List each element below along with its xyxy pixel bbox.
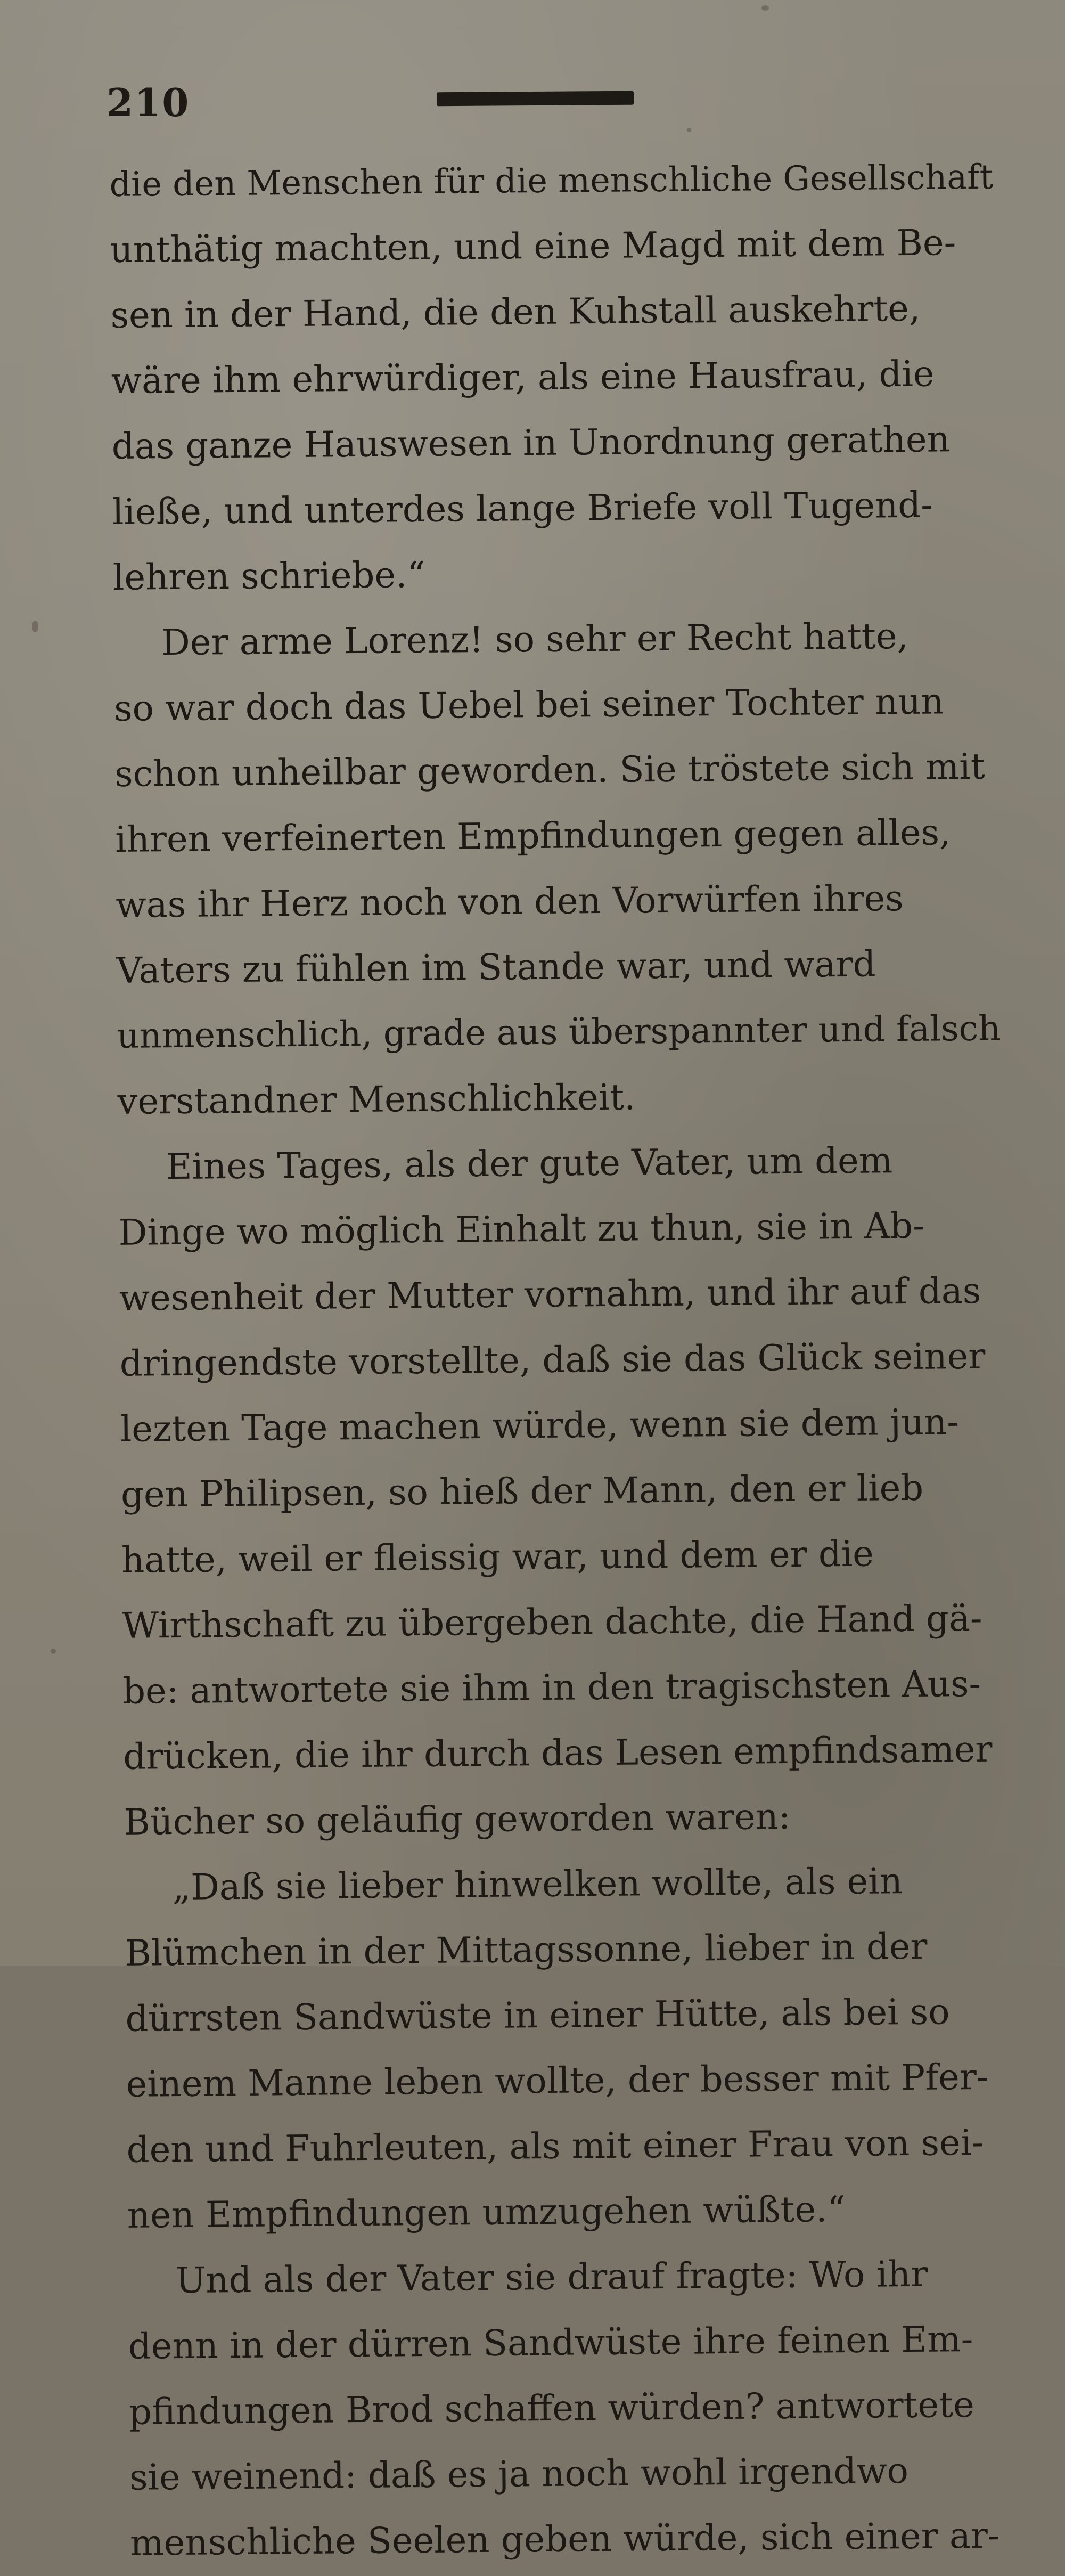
- text-line: das ganze Hauswesen in Unordnung gerathen: [111, 418, 951, 467]
- text-line: die den Menschen für die menschliche Gesellschaft: [109, 157, 994, 204]
- text-line: dringendste vorstellte, daß sie das Glück seiner: [119, 1335, 986, 1384]
- text-line: verstandner Menschlichkeit.: [117, 1076, 636, 1122]
- text-line: pfindungen Brod schaffen würden? antwortete: [128, 2383, 975, 2433]
- text-line: einem Manne leben wollte, der besser mit Pfer-: [126, 2056, 989, 2105]
- paper-spot: [687, 128, 691, 132]
- text-line: ließe, und unterdes lange Briefe voll Tugend-: [112, 484, 933, 533]
- page-number: 210: [106, 80, 190, 125]
- text-line: lehren schriebe.“: [112, 553, 425, 598]
- text-line: unmenschlich, grade aus überspannter und falsch: [117, 1008, 1001, 1056]
- text-line: sen in der Hand, die den Kuhstall auskehrte,: [110, 287, 921, 336]
- text-line: dürrsten Sandwüste in einer Hütte, als bei so: [125, 1991, 950, 2040]
- text-line: Dinge wo möglich Einhalt zu thun, sie in Ab-: [118, 1204, 925, 1253]
- text-line: hatte, weil er fleissig war, und dem er die: [121, 1532, 874, 1581]
- text-line: drücken, die ihr durch das Lesen empfindsamer: [122, 1728, 993, 1778]
- text-line: lezten Tage machen würde, wenn sie dem jun-: [120, 1401, 960, 1450]
- text-line: so war doch das Uebel bei seiner Tochter nun: [113, 680, 944, 729]
- paper-spot: [761, 5, 769, 11]
- text-line: den und Fuhrleuten, als mit einer Frau von sei-: [126, 2121, 984, 2171]
- text-line: Vaters zu fühlen im Stande war, und ward: [116, 943, 876, 991]
- text-line: sie weinend: daß es ja noch wohl irgendwo: [129, 2450, 909, 2498]
- text-line: ihren verfeinerten Empfindungen gegen alles,: [114, 811, 951, 860]
- text-line: wesenheit der Mutter vornahm, und ihr auf das: [119, 1269, 981, 1319]
- text-line: menschliche Seelen geben würde, sich einer ar-: [129, 2514, 1000, 2564]
- text-line: schon unheilbar geworden. Sie tröstete sich mit: [114, 745, 986, 795]
- text-line: was ihr Herz noch von den Vorwürfen ihres: [115, 877, 904, 926]
- header-rule: [437, 91, 634, 107]
- text-line: gen Philipsen, so hieß der Mann, den er lieb: [120, 1466, 924, 1515]
- text-line: Eines Tages, als der gute Vater, um dem: [166, 1139, 893, 1188]
- text-line: Und als der Vater sie drauf fragte: Wo ihr: [175, 2253, 928, 2302]
- text-line: unthätig machten, und eine Magd mit dem Be-: [110, 222, 956, 271]
- text-line: nen Empfindungen umzugehen wüßte.“: [127, 2188, 846, 2236]
- paper-spot: [51, 1649, 56, 1654]
- text-line: „Daß sie lieber hinwelken wollte, als ein: [172, 1860, 903, 1909]
- text-line: Bücher so geläufig geworden waren:: [124, 1795, 791, 1843]
- text-line: wäre ihm ehrwürdiger, als eine Hausfrau, die: [111, 353, 935, 402]
- text-line: be: antwortete sie ihm in den tragischsten Aus-: [122, 1662, 981, 1712]
- body-text: [109, 144, 1007, 2564]
- text-line: Wirthschaft zu übergeben dachte, die Hand gä-: [121, 1597, 982, 1646]
- text-line: Der arme Lorenz! so sehr er Recht hatte,: [161, 615, 909, 664]
- text-line: Blümchen in der Mittagssonne, lieber in der: [125, 1925, 928, 1974]
- page-header: [106, 80, 980, 128]
- paper-spot: [32, 621, 38, 632]
- text-line: denn in der dürren Sandwüste ihre feinen Em-: [128, 2318, 973, 2367]
